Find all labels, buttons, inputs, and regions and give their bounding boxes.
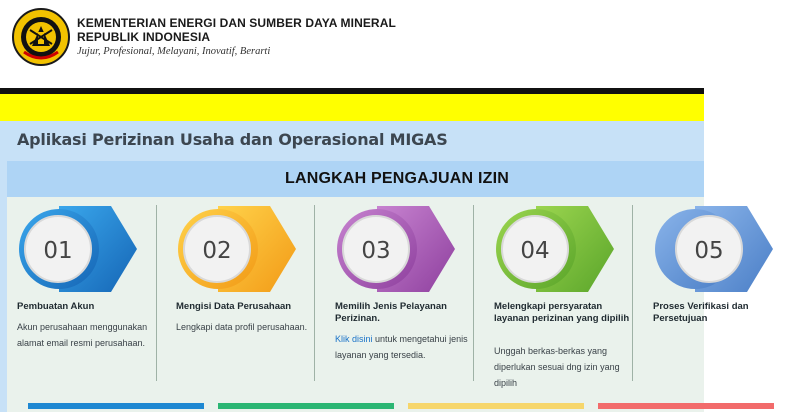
step-divider [632,205,633,381]
step-2-title: Mengisi Data Perusahaan [176,301,292,312]
step-2-badge-icon [184,204,296,294]
step-4-badge-icon [502,204,614,294]
step-4 [484,197,642,412]
step-4-desc: Unggah berkas-berkas yang diperlukan sesuai dng izin yang dipilih [494,346,620,388]
step-4-number: 04 [520,238,550,264]
step-3-badge-icon [343,204,455,294]
esdm-logo [12,8,70,66]
site-header [0,0,704,88]
step-2-strip [218,403,394,409]
steps-title: LANGKAH PENGAJUAN IZIN [285,170,509,187]
yellow-nav-bar [0,94,704,121]
step-divider [156,205,157,381]
org-country: REPUBLIK INDONESIA [77,30,211,44]
org-name: KEMENTERIAN ENERGI DAN SUMBER DAYA MINERAL [77,16,396,30]
step-2-number: 02 [202,238,232,264]
step-1-number: 01 [43,238,73,264]
steps-panel [7,197,749,412]
steps-banner [7,161,704,197]
step-3-strip [408,403,584,409]
step-3-link[interactable]: Klik disini [335,334,373,344]
step-2 [166,197,324,412]
org-tagline: Jujur, Profesional, Melayani, Inovatif, Berarti [77,46,271,57]
step-1-badge-icon [25,204,137,294]
step-3-title: Memilih Jenis Pelayanan Perizinan. [335,301,447,324]
step-3-number: 03 [361,238,391,264]
step-5-title: Proses Verifikasi dan Persetujuan [653,301,749,324]
main-content [0,121,749,412]
step-4-strip [598,403,774,409]
step-3-desc [335,331,471,363]
step-2-desc: Lengkapi data profil perusahaan. [176,322,308,332]
step-5-badge-icon [661,204,773,294]
step-1 [7,197,165,412]
step-divider [473,205,474,381]
step-1-title: Pembuatan Akun [17,301,95,312]
step-4-title: Melengkapi persyaratan layanan perizinan yang dipilih [494,301,630,324]
step-1-desc: Akun perusahaan menggunakan alamat email resmi perusahaan. [17,322,148,348]
app-title: Aplikasi Perizinan Usaha dan Operasional MIGAS [17,130,448,149]
step-5-number: 05 [694,238,724,264]
step-divider [314,205,315,381]
step-5 [643,197,801,412]
step-3 [325,197,483,412]
step-1-strip [28,403,204,409]
step-3-desc-text: untuk mengetahui jenis layanan yang tersedia. [335,334,468,360]
